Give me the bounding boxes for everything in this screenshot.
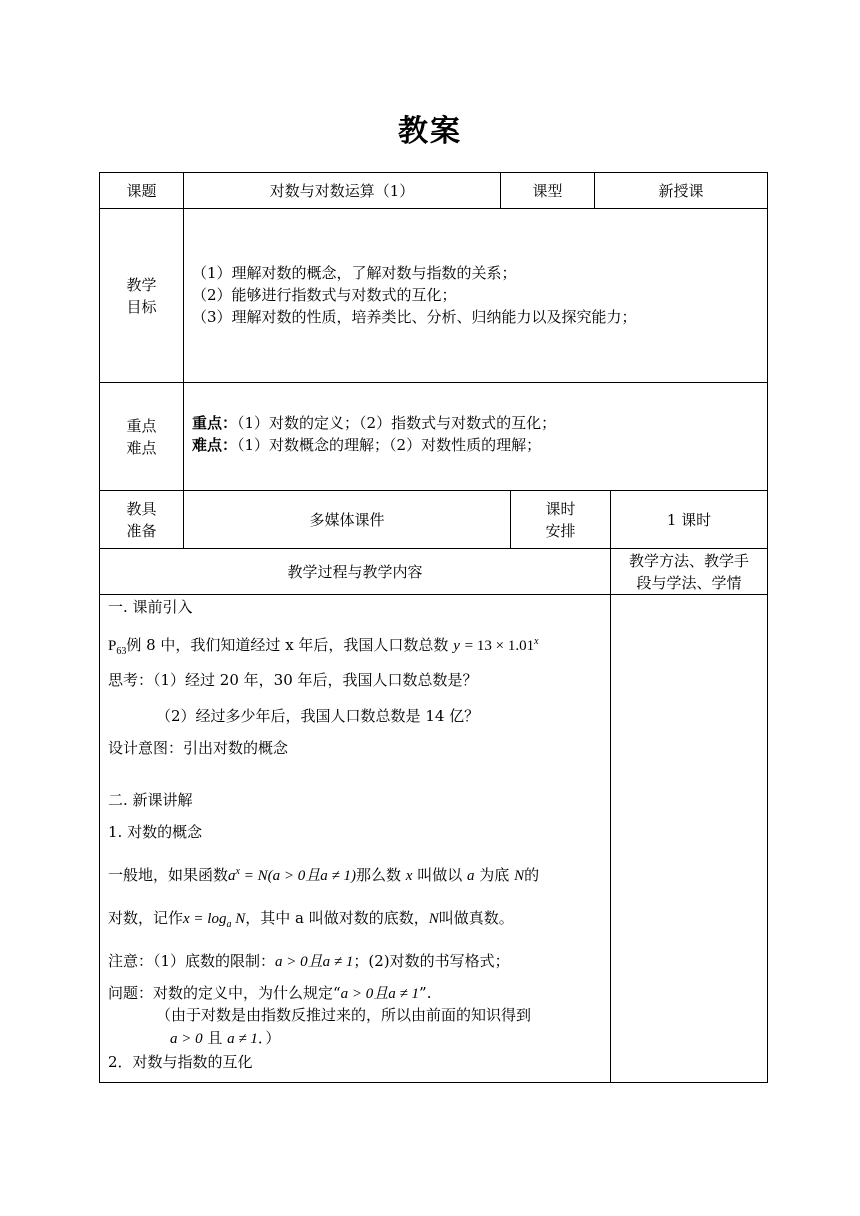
- tools-value: 多媒体课件: [309, 510, 385, 529]
- topic-value: 对数与对数运算（1）: [269, 181, 415, 200]
- answer-end: ．）: [257, 1029, 281, 1047]
- answer-mid: 且: [202, 1029, 228, 1047]
- definition-text-d: 为底: [479, 866, 510, 884]
- process-header: 教学过程与教学内容: [287, 562, 423, 581]
- keypoints-text: [192, 412, 556, 456]
- log-N: N: [428, 911, 439, 927]
- tools-label-line1: 教具: [126, 499, 157, 518]
- think-question-1: 思考：（1）经过 20 年，30 年后，我国人口数总数是？: [108, 671, 478, 689]
- definition-N: N: [514, 868, 525, 884]
- formula-body: = 13 × 1.01: [464, 638, 535, 654]
- subsection-conversion-heading: 2．对数与指数的互化: [108, 1053, 253, 1071]
- design-intent: 设计意图：引出对数的概念: [108, 739, 289, 757]
- p63-prefix: P: [108, 638, 117, 654]
- page-title: 教案: [398, 114, 462, 149]
- difficulty-content: （1）对数概念的理解；（2）对数性质的理解；: [237, 436, 542, 454]
- type-label: 课型: [532, 181, 563, 200]
- note-text-b: ；(2)对数的书写格式；: [353, 952, 510, 970]
- methods-header-line2: 段与学法、学情: [636, 573, 742, 592]
- definition-text-a: 一般地，如果函数: [108, 866, 229, 884]
- definition-x: x: [405, 868, 413, 884]
- example-text: 例 8 中，我们知道经过 x 年后，我国人口数总数: [126, 636, 449, 654]
- section-new-lesson-heading: 二. 新课讲解: [108, 791, 193, 809]
- log-text-a: 对数，记作: [108, 909, 184, 927]
- note-formula: a > 0且a ≠ 1: [275, 954, 354, 970]
- answer-line-1: （由于对数是由指数反推过来的，所以由前面的知识得到: [156, 1006, 532, 1024]
- keypoints-label-line2: 难点: [126, 438, 157, 457]
- definition-text-c: 叫做以: [417, 866, 463, 884]
- definition-formula-exponent: x: [235, 866, 240, 877]
- difficulty-heading: 难点：: [192, 436, 238, 454]
- note-line: [108, 951, 510, 972]
- hours-label: [511, 491, 610, 548]
- tools-label: [100, 491, 183, 548]
- difficulty-line: [192, 434, 556, 456]
- log-base: a: [226, 919, 232, 930]
- log-formula: x = log: [183, 911, 227, 927]
- definition-text-e: 的: [524, 866, 540, 884]
- answer-line-2: [170, 1028, 280, 1049]
- log-argument: N: [231, 911, 246, 927]
- note-text-a: 注意：（1）底数的限制：: [108, 952, 276, 970]
- log-text-c: 叫做真数。: [438, 909, 514, 927]
- question-formula: a > 0且a ≠ 1: [340, 986, 420, 1002]
- objectives-list: [192, 262, 637, 328]
- definition-line: [108, 862, 539, 886]
- formula-y: y: [453, 638, 460, 654]
- question-line: [108, 983, 431, 1004]
- hours-label-line2: 安排: [545, 521, 576, 540]
- p63-subscript: 63: [116, 646, 127, 657]
- keypoints-label: [100, 383, 183, 490]
- objective-item: （3）理解对数的性质，培养类比、分析、归纳能力以及探究能力；: [192, 308, 637, 326]
- objectives-label: [100, 209, 183, 382]
- subsection-concept-heading: 1. 对数的概念: [108, 823, 203, 841]
- objective-item: （2）能够进行指数式与对数式的互化；: [192, 286, 457, 304]
- log-notation-line: [108, 908, 514, 935]
- hours-value: 1 课时: [666, 510, 712, 529]
- key-point-line: [192, 412, 556, 434]
- definition-formula-rest: = N(a > 0且a ≠ 1): [239, 868, 356, 884]
- example-line: [108, 632, 539, 662]
- type-value: 新授课: [658, 181, 704, 200]
- question-text-b: ”.: [419, 984, 432, 1002]
- question-text-a: 问题：对数的定义中，为什么规定“: [108, 984, 341, 1002]
- key-point-content: （1）对数的定义；（2）指数式与对数式的互化；: [237, 414, 557, 432]
- answer-formula-2: a ≠ 1: [227, 1031, 258, 1047]
- key-point-heading: 重点：: [192, 414, 238, 432]
- formula-exponent: x: [534, 636, 539, 647]
- methods-header: [611, 549, 767, 594]
- definition-formula-base: a: [228, 868, 236, 884]
- hours-label-line1: 课时: [545, 499, 576, 518]
- answer-formula-1: a > 0: [170, 1031, 203, 1047]
- definition-a: a: [467, 868, 475, 884]
- definition-text-b: 那么数: [355, 866, 401, 884]
- log-text-b: ，其中 a 叫做对数的底数，: [245, 909, 429, 927]
- section-intro-heading: 一. 课前引入: [108, 598, 193, 616]
- topic-label: 课题: [126, 181, 157, 200]
- tools-label-line2: 准备: [126, 521, 157, 540]
- methods-header-line1: 教学方法、教学手: [628, 551, 749, 570]
- keypoints-label-line1: 重点: [126, 416, 157, 435]
- think-question-2: （2）经过多少年后，我国人口数总数是 14 亿？: [156, 707, 480, 725]
- objectives-label-line2: 目标: [126, 297, 157, 316]
- objectives-label-line1: 教学: [126, 275, 157, 294]
- objective-item: （1）理解对数的概念，了解对数与指数的关系；: [192, 264, 517, 282]
